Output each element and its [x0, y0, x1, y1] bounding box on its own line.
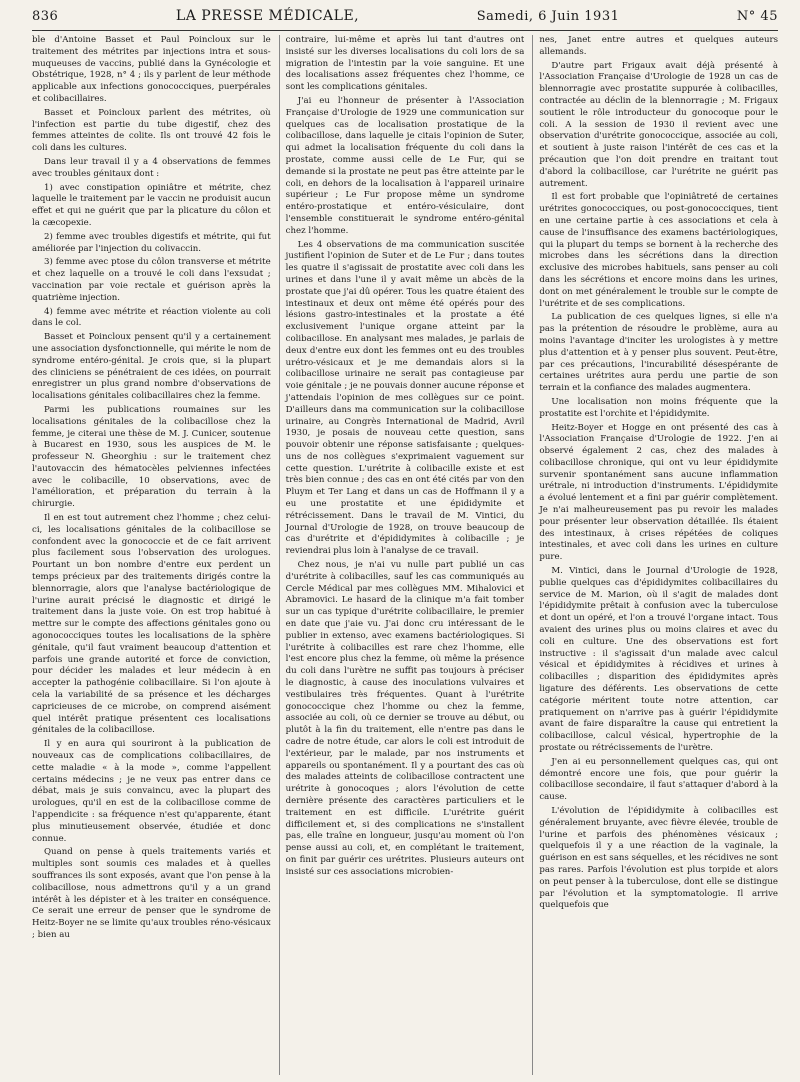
paragraph: La publication de ces quelques lignes, si elle n'a pas la prétention de résoudre le problème, aura au moins l'avantage d'inciter les urologistes à y mettre plus d'attention et à y penser plus souvent. Peut-être, par ces précautions, l'incurabilité désespérante de certaines urétrites aura perdu une partie de son terrain et la confiance des malades augmentera. — [539, 312, 779, 394]
paragraph: Une localisation non moins fréquente que la prostatite est l'orchite et l'épididymite. — [539, 396, 779, 419]
page-number: 836 — [32, 9, 59, 24]
paragraph: J'en ai eu personnellement quelques cas, qui ont démontré encore une fois, que pour guérir la colibacillose secondaire, il faut s'attaquer d'abord à la cause. — [539, 756, 779, 803]
paragraph: J'ai eu l'honneur de présenter à l'Association Française d'Urologie de 1929 une communication sur quelques cas de localisation prostatique de la colibacillose, dans laquelle je citais l'opinion de Suter, qui admet la localisation fréquente du coli dans la prostate, comme aussi celle de Le Fur, qui se demande si la prostate ne peut pas être atteinte par le coli, en dehors de la localisation à l'appareil urinaire supérieur ; Le Fur propose même un syndrome entéro-prostatique et entéro-vésiculaire, dont l'ensemble constituerait le syndrome entéro-génital chez l'homme. — [285, 95, 525, 236]
paragraph: 2) femme avec troubles digestifs et métrite, qui fut améliorée par l'injection du colivaccin. — [32, 231, 271, 254]
column-1 — [32, 35, 271, 1075]
paragraph: Il y en aura qui souriront à la publication de nouveaux cas de complications colibacillaires, de cette maladie « à la mode », comme l'appellent certains médecins ; je ne veux pas entrer dans ce débat, mais je suis convaincu, avec la plupart des urologues, qu'il en est de la colibacillose comme de l'appendicite : sa fréquence n'est qu'apparente, étant plus minutieusement observée, étudiée et donc connue. — [32, 739, 271, 844]
paragraph: Parmi les publications roumaines sur les localisations génitales de la colibacillose chez la femme, je citerai une thèse de M. J. Cunicer, soutenue à Bucarest en 1930, sous les auspices de M. le professeur N. Gheorghiu : sur le traitement chez l'autovaccin des hématocèles pelviennes infectées avec le colibacille, 10 observations, avec de l'amélioration, et préparation du terrain à la chirurgie. — [32, 404, 271, 510]
column-3 — [532, 35, 778, 1075]
paragraph: 1) avec constipation opiniâtre et métrite, chez laquelle le traitement par le vaccin ne produisit aucun effet et qui ne guérit que par la plicature du côlon et la cæcopexie. — [32, 182, 271, 228]
paragraph: 4) femme avec métrite et réaction violente au coli dans le col. — [32, 306, 271, 329]
paragraph: Les 4 observations de ma communication suscitée justifient l'opinion de Suter et de Le Fur ; dans toutes les quatre il s'agissait de prostatite avec coli dans les urines et dans l'une il y avait même un abcès de la prostate que j'ai dû opérer. Tous les quatre étaient des intestinaux et deux ont même été opérés pour des lésions gastro-intestinales et la prostate a été exclusivement l'unique organe atteint par la colibacillose. En analysant mes malades, je parlais de deux d'entre eux dont les femmes ont eu des troubles urétro-vésicaux et je me demandais alors si la colibacillose urinaire ne serait pas contagieuse par voie génitale ; je ne pouvais donner aucune réponse et j'attendais l'opinion de mes collègues sur ce point. D'ailleurs dans ma communication sur la colibacillose urinaire, au Congrès International de Madrid, Avril 1930, je posais de nouveau cette question, sans pouvoir obtenir une réponse satisfaisante ; quelques-uns de nos collègues s'exprimaient vaguement sur cette question. L'urétrite à colibacille existe et est très bien connue ; des cas en ont été cités par von den Pluym et Ter Lang et dans un cas de Hoffmann il y a eu une prostatite et une épididymite et rétrécissement. Dans le travail de M. Vintici, du Journal d'Urologie de 1928, on trouve beaucoup de cas d'urétrite et d'épididymites à colibacille ; je reviendrai plus loin à l'analyse de ce travail. — [285, 239, 525, 557]
issue-date: Samedi, 6 Juin 1931 — [476, 9, 620, 24]
paragraph: Dans leur travail il y a 4 observations de femmes avec troubles génitaux dont : — [32, 156, 271, 179]
paragraph: M. Vintici, dans le Journal d'Urologie de 1928, publie quelques cas d'épididymites colibacillaires du service de M. Marion, où il s'agit de malades dont l'épididymite prêtait à confusion avec la tuberculose et dont un opéré, et l'on a trouvé l'organe intact. Tous avaient des urines plus ou moins claires et avec du coli en culture. Une des observations est fort instructive : il s'agissait d'un malade avec calcul vésical et épididymites à récidives et urines à colibacilles ; disparition des épididymites après ligature des déférents. Les observations de cette catégorie méritent toute notre attention, car pratiquement on n'arrive pas à guérir l'épididymite avant de faire disparaître la cause qui entretient la colibacillose, calcul vésical, hypertrophie de la prostate ou rétrécissements de l'urètre. — [539, 566, 779, 754]
paragraph: contraire, lui-même et après lui tant d'autres ont insisté sur les diverses localisations du coli lors de sa migration de l'intestin par la voie sanguine. Et une des localisations assez fréquentes chez l'homme, ce sont les complications génitales. — [285, 35, 525, 93]
page-header — [32, 8, 778, 31]
paragraph: Quand on pense à quels traitements variés et multiples sont soumis ces malades et à quelles souffrances ils sont exposés, avant que l'on pense à la colibacillose, nous admettrons qu'il y a un grand intérêt à les dépister et à les traiter en conséquence. Ce serait une erreur de penser que le syndrome de Heitz-Boyer ne se limite qu'aux troubles réno-vésicaux ; bien au — [32, 847, 271, 940]
paragraph: 3) femme avec ptose du côlon transverse et métrite et chez laquelle on a trouvé le coli dans l'exsudat ; vaccination par voie rectale et guérison après la quatrième injection. — [32, 257, 271, 303]
paragraph: ble d'Antoine Basset et Paul Poincloux sur le traitement des métrites par injections intra et sous-muqueuses de vaccins, publié dans la Gynécologie et Obstétrique, 1928, n° 4 ; ils y parlent de leur méthode applicable aux infections gonococciques, puerpérales et colibacillaires. — [32, 35, 271, 104]
paragraph: Basset et Poincloux pensent qu'il y a certainement une association dysfonctionnelle, qui mérite le nom de syndrome entéro-génital. Je crois que, si la plupart des cliniciens se pénétraient de ces idées, on pourrait enregistrer un plus grand nombre d'observations de localisations génitales colibacillaires chez la femme. — [32, 332, 271, 402]
paragraph: Il est fort probable que l'opiniâtreté de certaines urétrites gonococciques, ou post-gonococciques, tient en une certaine partie à ces associations et cela à cause de l'insuffisance des examens bactériologiques, qui la plupart du temps se bornent à la recherche des microbes dans les sécrétions dans la direction exclusive des microbes habituels, sans penser au coli dans les sécrétions et encore moins dans les urines, dont on met généralement le trouble sur le compte de l'urétrite et de ses complications. — [539, 192, 779, 309]
issue-number: N° 45 — [736, 9, 778, 24]
paragraph: Chez nous, je n'ai vu nulle part publié un cas d'urétrite à colibacilles, sauf les cas communiqués au Cercle Médical par mes collègues MM. Mihalovici et Abramovici. Le hasard de la clinique m'a fait tomber sur un cas typique d'urétrite colibacillaire, le premier en date que j'aie vu. J'ai donc cru intéressant de le publier in extenso, avec examens bactériologiques. Si l'urétrite à colibacilles est rare chez l'homme, elle l'est encore plus chez la femme, où même la présence du coli dans l'urètre ne suffit pas toujours à préciser le diagnostic, à cause des inoculations vulvaires et vestibulaires très fréquentes. Quant à l'urétrite gonococcique chez l'homme ou chez la femme, associée au coli, où ce dernier se trouve au début, ou plutôt à la fin du traitement, elle n'entre pas dans le cadre de notre étude, car alors le coli est introduit de l'extérieur, par le malade, par nos instruments et appareils ou spontanément. Il y a pourtant des cas où des malades atteints de colibacillose contractent une urétrite à gonocoques ; alors l'évolution de cette dernière présente des caractères particuliers et le traitement en est difficile. L'urétrite guérit difficilement et, si des complications ne s'installent pas, elle traîne en longueur, jusqu'au moment où l'on pense aussi au coli, et, en complétant le traitement, on finit par guérir ces urétrites. Plusieurs auteurs ont insisté sur ces associations microbien- — [285, 560, 525, 877]
paragraph: D'autre part Frigaux avait déjà présenté à l'Association Française d'Urologie de 1928 un cas de blennorragie avec prostatite suppurée à colibacilles, contractée au déclin de la blennorragie ; M. Frigaux soutient le rôle introducteur du gonocoque pour le coli. A la session de 1930 il revient avec une observation d'urétrite gonococcique, associée au coli, et soutient à juste raison l'intérêt de ces cas et la précaution que l'on doit prendre en traitant tout d'abord la colibacillose, car l'urétrite ne guérit pas autrement. — [539, 60, 779, 189]
journal-title: LA PRESSE MÉDICALE, — [175, 8, 360, 24]
column-2 — [279, 35, 525, 1075]
paragraph: L'évolution de l'épididymite à colibacilles est généralement bruyante, avec fièvre élevée, trouble de l'urine et parfois des phénomènes vésicaux ; quelquefois il y a une réaction de la vaginale, la guérison en est sans séquelles, et les récidives ne sont pas rares. Parfois l'évolution est plus torpide et alors on peut penser à la tuberculose, dont elle se distingue par l'évolution et la symptomatologie. Il arrive quelquefois que — [539, 806, 779, 911]
paragraph: Il en est tout autrement chez l'homme ; chez celui-ci, les localisations génitales de la colibacillose se confondent avec la gonococcie et de ce fait arrivent plus facilement sous l'observation des urologues. Pourtant un bon nombre d'entre eux perdent un temps précieux par des traitements dirigés contre la blennorragie, alors que l'analyse bactériologique de l'urine aurait précisé le diagnostic et dirigé le traitement dans la juste voie. On est trop habitué à mettre sur le compte des affections génitales gono ou agonococciques toutes les localisations de la sphère génitale, qu'il faut vraiment beaucoup d'attention et parfois une grande autorité et force de conviction, pour décider les malades et leur médecin à en accepter la pathogénie colibacillaire. Si l'on ajoute à cela la variabilité de sa présence et les décharges capricieuses de ce microbe, on comprend aisément quel intérêt pratique présentent ces localisations génitales de la colibacillose. — [32, 513, 271, 736]
paragraph: nes, Janet entre autres et quelques auteurs allemands. — [539, 35, 779, 57]
text-columns — [32, 35, 778, 1075]
paragraph: Basset et Poincloux parlent des métrites, où l'infection est partie du tube digestif, chez des femmes atteintes de colite. Ils ont trouvé 42 fois le coli dans les cultures. — [32, 107, 271, 154]
paragraph: Heitz-Boyer et Hogge en ont présenté des cas à l'Association Française d'Urologie de 1922. J'en ai observé également 2 cas, chez des malades à colibacillose chronique, qui ont vu leur épididymite survenir spontanément sans aucune inflammation urétrale, ni introduction d'instruments. L'épididymite a évolué lentement et a fini par guérir complètement. Je n'ai malheureusement pas pu revoir les malades pour présenter leur observation détaillée. Ils étaient des intestinaux, à crises répétées de coliques intestinales, et avec coli dans les urines en culture pure. — [539, 422, 779, 563]
